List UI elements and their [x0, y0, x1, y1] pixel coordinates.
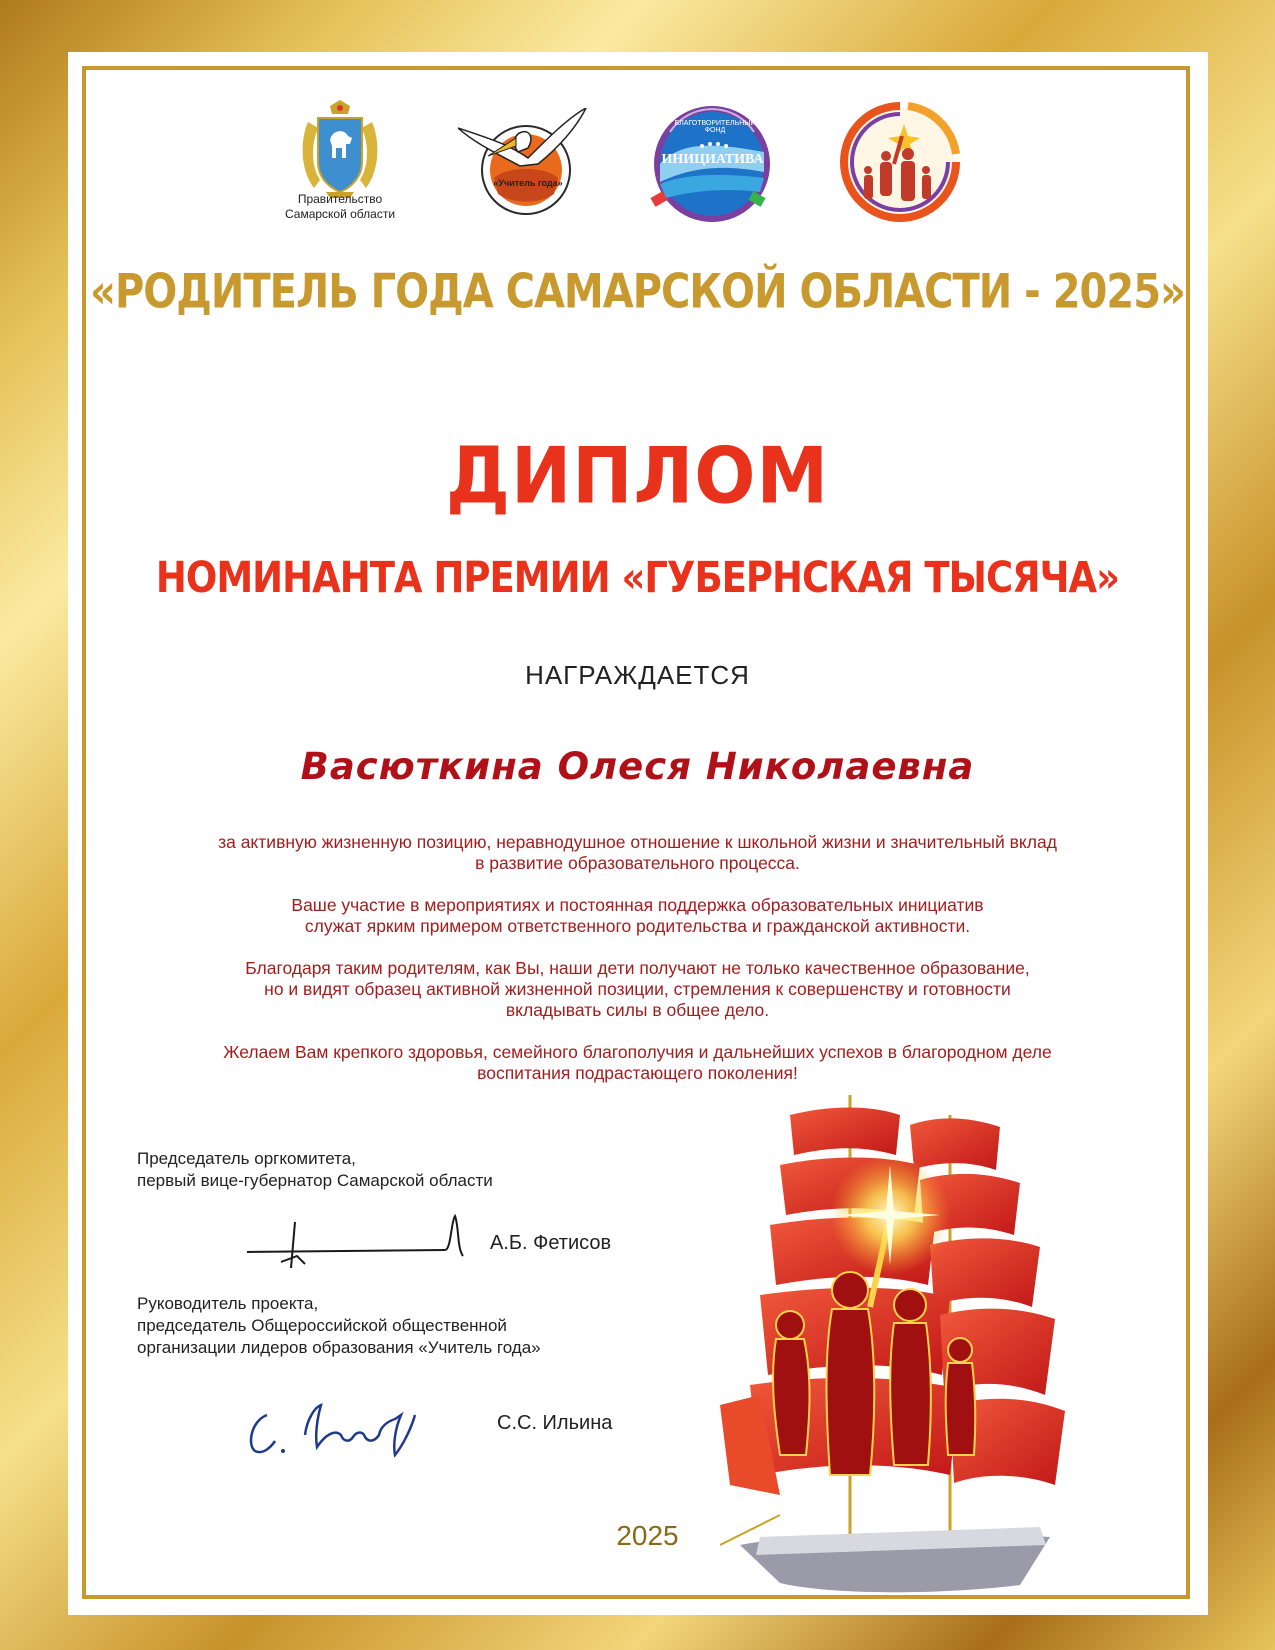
gov-caption-line2: Самарской области	[284, 207, 396, 221]
fund-logo-name: ИНИЦИАТИВА	[661, 152, 764, 167]
first-signatory-name: А.Б. Фетисов	[490, 1232, 612, 1254]
nominant-title: НОМИНАНТА ПРЕМИИ «ГУБЕРНСКАЯ ТЫСЯЧА»	[155, 553, 1120, 603]
p4-line1: Желаем Вам крепкого здоровья, семейного благополучия и дальнейших успехов в благородном деле	[223, 1042, 1052, 1062]
first-role-line2: первый вице-губернатор Самарской области	[137, 1171, 493, 1190]
award-text	[120, 832, 1155, 1105]
second-role-line3: организации лидеров образования «Учитель года»	[137, 1338, 541, 1357]
teacher-of-year-logo	[458, 108, 588, 218]
paragraph-2	[120, 895, 1155, 937]
family-logo	[838, 100, 963, 225]
logos-row	[0, 100, 1275, 240]
awarded-label: НАГРАЖДАЕТСЯ	[525, 660, 750, 690]
p1-line1: за активную жизненную позицию, неравнодушное отношение к школьной жизни и значительный вклад	[218, 832, 1057, 852]
samara-coat-of-arms-logo	[284, 100, 396, 221]
p3-line1: Благодаря таким родителям, как Вы, наши дети получают не только качественное образование,	[245, 958, 1030, 978]
p3-line2: но и видят образец активной жизненной позиции, стремления к совершенству и готовности	[264, 979, 1011, 999]
p4-line2: воспитания подрастающего поколения!	[477, 1063, 798, 1083]
fund-logo-top: БЛАГОТВОРИТЕЛЬНЫЙ ФОНД	[674, 120, 756, 134]
second-signature-image	[245, 1395, 435, 1470]
second-signatory-role	[137, 1293, 541, 1359]
p2-line1: Ваше участие в мероприятиях и постоянная поддержка образовательных инициатив	[291, 895, 984, 915]
p2-line2: служат ярким примером ответственного родительства и гражданской активности.	[304, 916, 971, 936]
gov-caption-line1: Правительство	[297, 192, 383, 206]
second-role-line1: Руководитель проекта,	[137, 1294, 319, 1313]
teacher-logo-text: «Учитель года»	[493, 178, 563, 188]
diploma-title: ДИПЛОМ	[445, 430, 830, 521]
fund-initiative-logo	[650, 102, 775, 227]
year-label: 2025	[616, 1520, 679, 1551]
contest-title: «РОДИТЕЛЬ ГОДА САМАРСКОЙ ОБЛАСТИ - 2025»	[90, 265, 1185, 320]
paragraph-1	[120, 832, 1155, 874]
recipient-name: Васюткина Олеся Николаевна	[300, 745, 975, 788]
p1-line2: в развитие образовательного процесса.	[475, 853, 800, 873]
second-signatory-name: С.С. Ильина	[497, 1412, 613, 1434]
first-signatory-role	[137, 1148, 493, 1192]
second-role-line2: председатель Общероссийской общественной	[137, 1316, 507, 1335]
paragraph-3	[120, 958, 1155, 1021]
first-signature-image	[245, 1212, 470, 1277]
first-role-line1: Председатель оргкомитета,	[137, 1149, 356, 1168]
p3-line3: вкладывать силы в общее дело.	[505, 1000, 770, 1020]
